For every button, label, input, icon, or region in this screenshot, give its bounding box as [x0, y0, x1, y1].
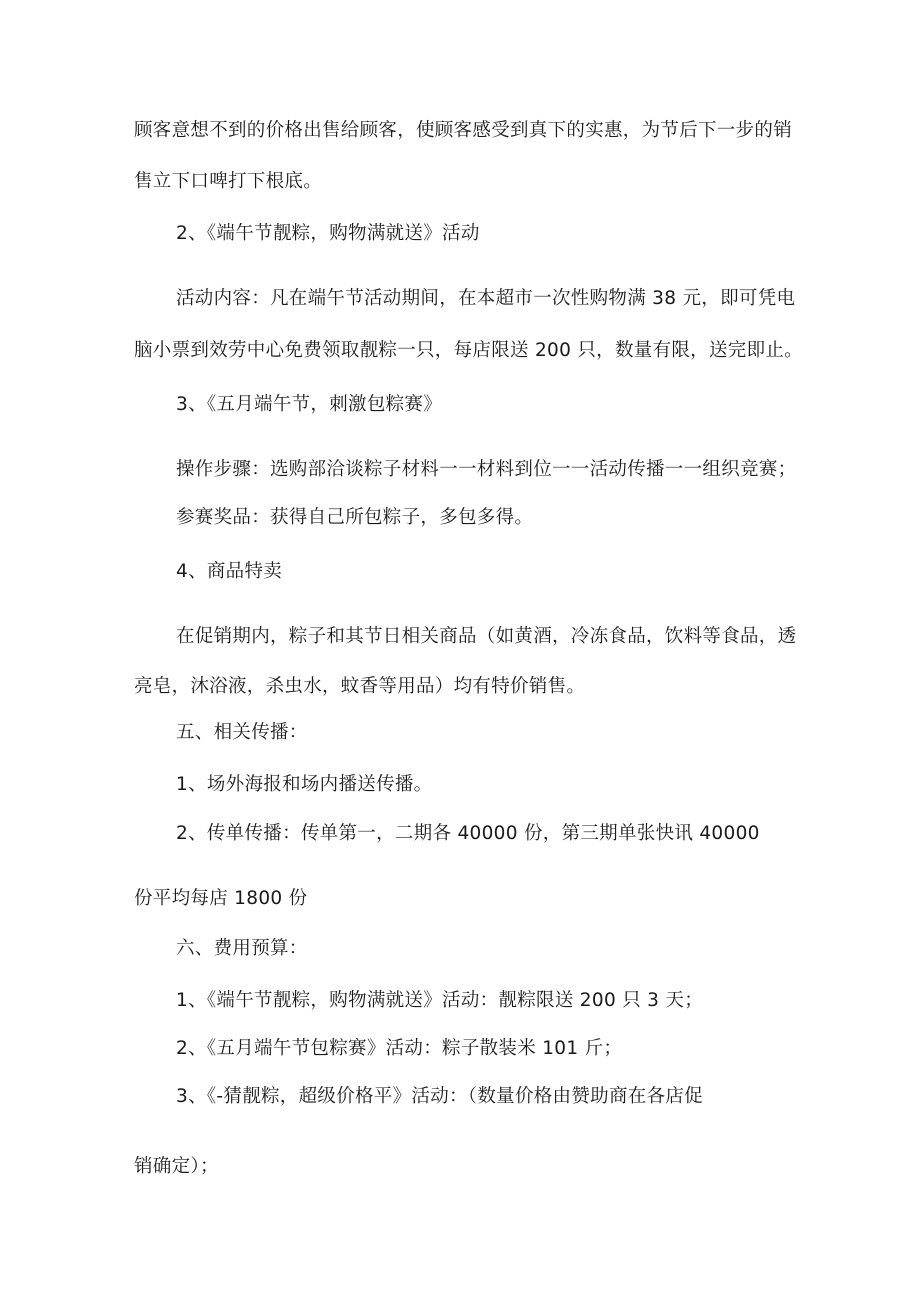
- section-heading: 2、《端午节靓粽，购物满就送》活动: [176, 223, 480, 244]
- paragraph-line: 1、场外海报和场内播送传播。: [176, 774, 433, 795]
- paragraph-line: 脑小票到效劳中心免费领取靓粽一只，每店限送 200 只，数量有限，送完即止。: [134, 340, 803, 361]
- paragraph-line: 顾客意想不到的价格出售给顾客，使顾客感受到真下的实惠，为节后下一步的销: [134, 120, 793, 141]
- paragraph-line: 1、《端午节靓粽，购物满就送》活动：靓粽限送 200 只 3 天；: [176, 990, 704, 1011]
- section-heading: 五、相关传播：: [176, 722, 308, 743]
- paragraph-line: 在促销期内，粽子和其节日相关商品（如黄酒，冷冻食品，饮料等食品，透: [176, 626, 797, 647]
- paragraph-line: 操作步骤：选购部洽谈粽子材料一一材料到位一一活动传播一一组织竞赛；: [176, 459, 797, 480]
- section-heading: 六、费用预算：: [176, 938, 308, 959]
- paragraph-line: 2、《五月端午节包粽赛》活动：粽子散装米 101 斤；: [176, 1038, 623, 1059]
- paragraph-line: 3、《-猜靓粽，超级价格平》活动：（数量价格由赞助商在各店促: [176, 1086, 703, 1107]
- paragraph-line: 销确定）；: [134, 1156, 219, 1177]
- paragraph-line: 活动内容：凡在端午节活动期间，在本超市一次性购物满 38 元，即可凭电: [176, 288, 796, 309]
- paragraph-line: 2、传单传播：传单第一，二期各 40000 份，第三期单张快讯 40000: [176, 823, 760, 844]
- paragraph-line: 亮皂，沐浴液，杀虫水，蚊香等用品）均有特价销售。: [134, 676, 586, 697]
- paragraph-line: 份平均每店 1800 份: [134, 888, 308, 909]
- section-heading: 3、《五月端午节，刺激包粽赛》: [176, 394, 443, 415]
- paragraph-line: 售立下口啤打下根底。: [134, 171, 323, 192]
- section-heading: 4、商品特卖: [176, 561, 283, 582]
- paragraph-line: 参赛奖品：获得自己所包粽子，多包多得。: [176, 507, 534, 528]
